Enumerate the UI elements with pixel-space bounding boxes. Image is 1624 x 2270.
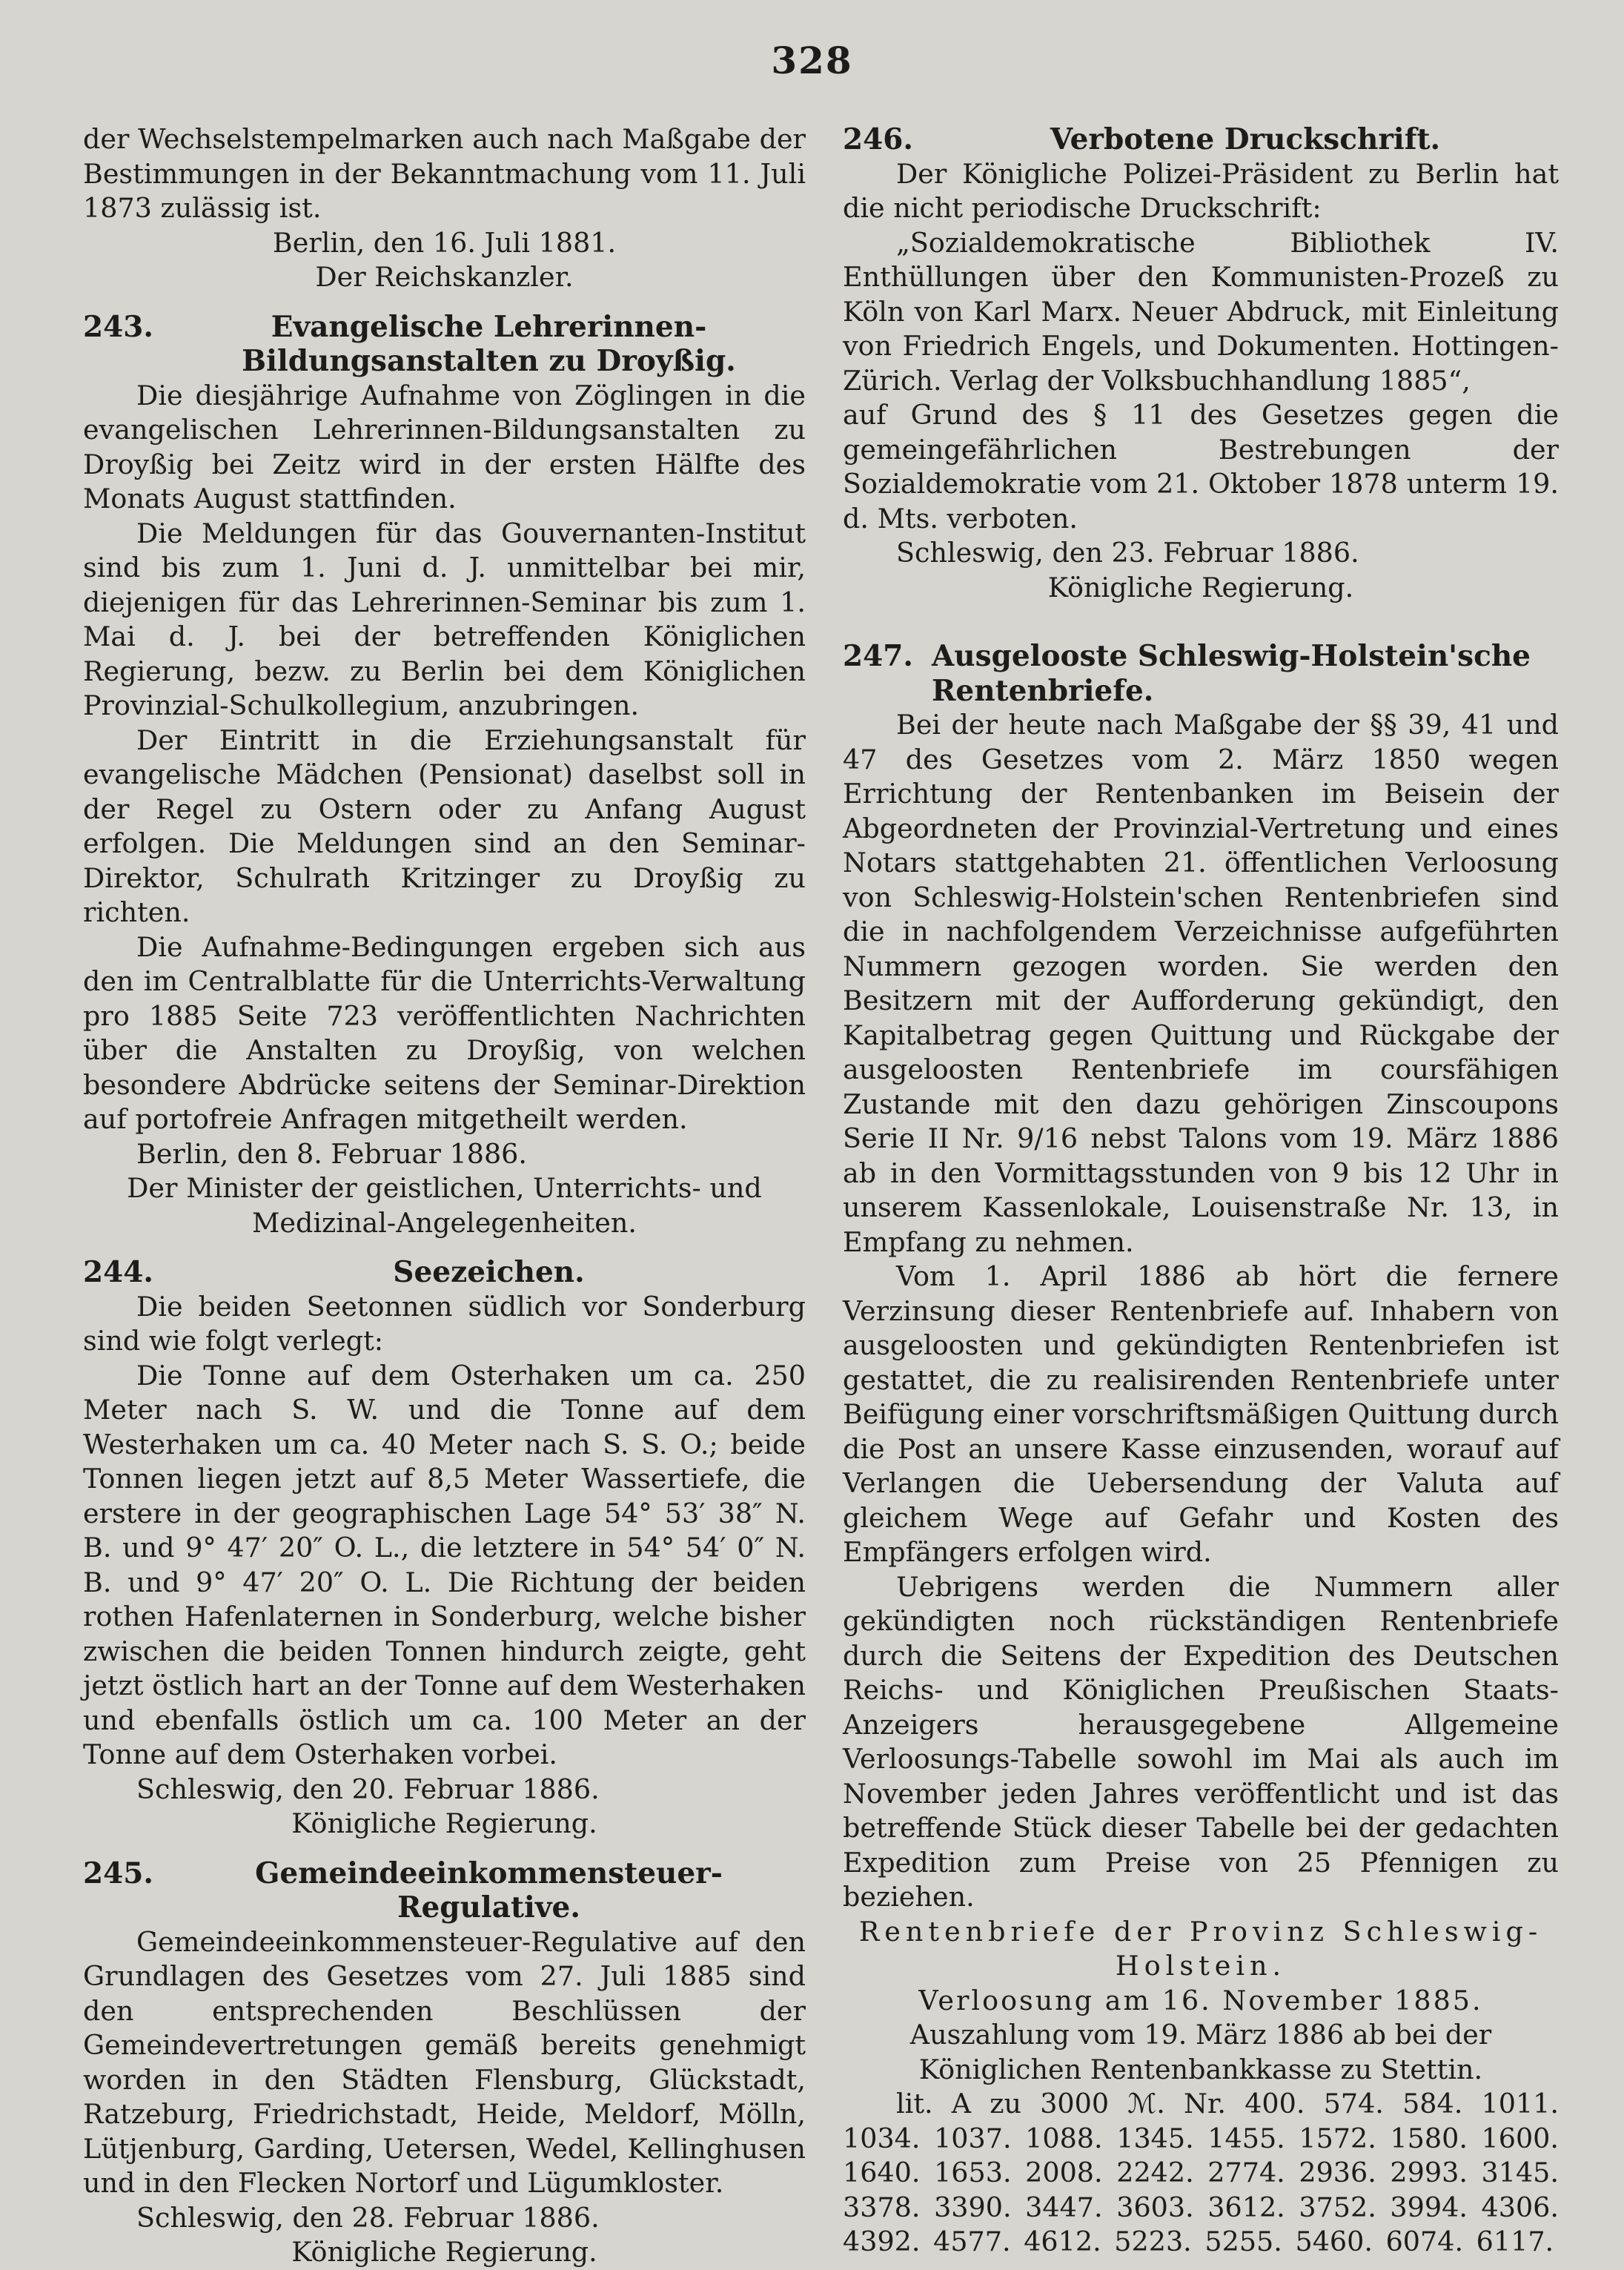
section-title: Ausgelooste Schleswig-Holstein'sche Rentenbriefe. xyxy=(932,639,1531,708)
section-number: 247. xyxy=(843,639,913,673)
section-246-place-date: Schleswig, den 23. Februar 1886. xyxy=(896,537,1359,569)
section-title: Seezeichen. xyxy=(393,1255,585,1289)
section-245-place-date: Schleswig, den 28. Februar 1886. xyxy=(136,2201,600,2234)
verloosung-date: Verloosung am 16. November 1885. xyxy=(918,1984,1483,2016)
auszahlung-info: Auszahlung vom 19. März 1886 ab bei der Königlichen Rentenbankkasse zu Stettin. xyxy=(909,2019,1492,2085)
intro-place-date: Berlin, den 16. Juli 1881. xyxy=(272,226,617,259)
rentenbriefe-table-title: Rentenbriefe der Provinz Schleswig-Holstein. xyxy=(858,1915,1543,1982)
section-244-place-date: Schleswig, den 20. Februar 1886. xyxy=(136,1773,600,1805)
section-title: Verbotene Druckschrift. xyxy=(1050,122,1441,156)
section-title: Evangelische Lehrerinnen-Bildungsanstalten zu Droyßig. xyxy=(242,309,736,378)
section-number: 245. xyxy=(83,1856,153,1890)
intro-signature: Der Reichskanzler. xyxy=(315,261,574,293)
section-244-heading xyxy=(83,1255,806,1290)
section-243-heading xyxy=(83,310,806,379)
rentenbriefe-number-list: lit. A zu 3000 ℳ. Nr. 400. 574. 584. 1011. 1034. 1037. 1088. 1345. 1455. 1572. 1580. 1600. 1640. 1653. 2008. 2242. 2774. 2936. 2993. 3145. 3378. 3390. 3447. 3603. 3612. 3752. 3994. 4306. 4392. 4577. 4612. 5223. 5255. 5460. 6074. 6117. xyxy=(843,2088,1559,2257)
intro-text: der Wechselstempelmarken auch nach Maßgabe der Bestimmungen in der Bekanntmachung vom 11. Juli 1873 zulässig ist. xyxy=(83,123,806,224)
section-number: 243. xyxy=(83,309,153,344)
section-246-paragraph-2: auf Grund des § 11 des Gesetzes gegen die gemeingefährlichen Bestrebungen der Sozialdemokratie vom 21. Oktober 1878 unterm 19. d. Mts. verboten. xyxy=(843,399,1559,535)
section-244-paragraph-1: Die beiden Seetonnen südlich vor Sonderburg sind wie folgt verlegt: xyxy=(83,1290,806,1357)
section-243-paragraph-4: Die Aufnahme-Bedingungen ergeben sich aus den im Centralblatte für die Unterrichts-Verwaltung pro 1885 Seite 723 veröffentlichten Nachrichten über die Anstalten zu Droyßig, von welchen besondere Abdrücke seitens der Seminar-Direktion auf portofreie Anfragen mitgetheilt werden. xyxy=(83,930,806,1135)
section-247-paragraph-2: Vom 1. April 1886 ab hört die fernere Verzinsung dieser Rentenbriefe auf. Inhabern von ausgeloosten und gekündigten Rentenbriefen ist gestattet, die zu realisirenden Rentenbriefe unter Beifügung einer vorschriftsmäßigen Quittung durch die Post an unsere Kasse einzusenden, worauf auf Verlangen die Uebersendung der Valuta auf gleichem Wege auf Gefahr und Kosten des Empfängers erfolgen wird. xyxy=(843,1260,1559,1568)
section-243-paragraph-1: Die diesjährige Aufnahme von Zöglingen in die evangelischen Lehrerinnen-Bildungsanstalten zu Droyßig bei Zeitz wird in der ersten Hälfte des Monats August stattfinden. xyxy=(83,379,806,514)
section-247-paragraph-1: Bei der heute nach Maßgabe der §§ 39, 41 und 47 des Gesetzes vom 2. März 1850 wegen Errichtung der Rentenbanken im Beisein der Abgeordneten der Provinzial-Vertretung und eines Notars stattgehabten 21. öffentlichen Verloosung von Schleswig-Holstein'schen Rentenbriefen sind die in nachfolgendem Verzeichnisse aufgeführten Nummern gezogen worden. Sie werden den Besitzern mit der Aufforderung gekündigt, den Kapitalbetrag gegen Quittung und Rückgabe der ausgeloosten Rentenbriefe im coursfähigen Zustande mit den dazu gehörigen Zinscoupons Serie II Nr. 9/16 nebst Talons vom 19. März 1886 ab in den Vormittagsstunden von 9 bis 12 Uhr in unserem Kassenlokale, Louisenstraße Nr. 13, in Empfang zu nehmen. xyxy=(843,709,1559,1258)
section-247-heading xyxy=(843,639,1559,708)
section-247-paragraph-3: Uebrigens werden die Nummern aller gekündigten noch rückständigen Rentenbriefe durch die Seitens der Expedition des Deutschen Reichs- und Königlichen Preußischen Staats-Anzeigers herausgegebene Allgemeine Verloosungs-Tabelle sowohl im Mai als auch im November jeden Jahres veröffentlicht und ist das betreffende Stück dieser Tabelle bei der gedachten Expedition zum Preise von 25 Pfennigen zu beziehen. xyxy=(843,1570,1559,1913)
section-243-signature: Der Minister der geistlichen, Unterrichts- und Medizinal-Angelegenheiten. xyxy=(127,1172,762,1239)
section-245-signature: Königliche Regierung. xyxy=(291,2236,597,2268)
section-246-quote: „Sozialdemokratische Bibliothek IV. Enthüllungen über den Kommunisten-Prozeß zu Köln von Karl Marx. Neuer Abdruck, mit Einleitung von Friedrich Engels, und Dokumenten. Hottingen-Zürich. Verlag der Volksbuchhandlung 1885“, xyxy=(843,226,1559,397)
left-column xyxy=(83,122,806,2270)
section-number: 246. xyxy=(843,122,913,156)
section-245-heading xyxy=(83,1856,806,1925)
section-243-paragraph-3: Der Eintritt in die Erziehungsanstalt für evangelische Mädchen (Pensionat) daselbst soll in der Regel zu Ostern oder zu Anfang August erfolgen. Die Meldungen sind an den Seminar-Direktor, Schulrath Kritzinger zu Droyßig zu richten. xyxy=(83,724,806,928)
section-244-signature: Königliche Regierung. xyxy=(291,1807,597,1839)
section-243-place-date: Berlin, den 8. Februar 1886. xyxy=(136,1137,527,1170)
section-243-paragraph-2: Die Meldungen für das Gouvernanten-Institut sind bis zum 1. Juni d. J. unmittelbar bei mir, diejenigen für das Lehrerinnen-Seminar bis zum 1. Mai d. J. bei der betreffenden Königlichen Regierung, bezw. zu Berlin bei dem Königlichen Provinzial-Schulkollegium, anzubringen. xyxy=(83,517,806,721)
right-column xyxy=(843,122,1559,2260)
section-246-heading xyxy=(843,122,1559,157)
section-246-signature: Königliche Regierung. xyxy=(1047,571,1354,603)
page-number: 328 xyxy=(771,39,853,82)
section-246-paragraph-1: Der Königliche Polizei-Präsident zu Berlin hat die nicht periodische Druckschrift: xyxy=(843,157,1559,224)
section-244-paragraph-2: Die Tonne auf dem Osterhaken um ca. 250 Meter nach S. W. und die Tonne auf dem Westerhaken um ca. 40 Meter nach S. S. O.; beide Tonnen liegen jetzt auf 8,5 Meter Wassertiefe, die erstere in der geographischen Lage 54° 53′ 38″ N. B. und 9° 47′ 20″ O. L., die letztere in 54° 54′ 0″ N. B. und 9° 47′ 20″ O. L. Die Richtung der beiden rothen Hafenlaternen in Sonderburg, welche bisher zwischen die beiden Tonnen hindurch zeigte, geht jetzt östlich hart an der Tonne auf dem Westerhaken und ebenfalls östlich um ca. 100 Meter an der Tonne auf dem Osterhaken vorbei. xyxy=(83,1359,806,1770)
section-245-paragraph-1: Gemeindeeinkommensteuer-Regulative auf den Grundlagen des Gesetzes vom 27. Juli 1885 sind den entsprechenden Beschlüssen der Gemeindevertretungen gemäß bereits genehmigt worden in den Städten Flensburg, Glückstadt, Ratzeburg, Friedrichstadt, Heide, Meldorf, Mölln, Lütjenburg, Garding, Uetersen, Wedel, Kellinghusen und in den Flecken Nortorf und Lügumkloster. xyxy=(83,1925,806,2199)
section-title: Gemeindeeinkommensteuer-Regulative. xyxy=(255,1856,723,1925)
section-number: 244. xyxy=(83,1255,153,1289)
